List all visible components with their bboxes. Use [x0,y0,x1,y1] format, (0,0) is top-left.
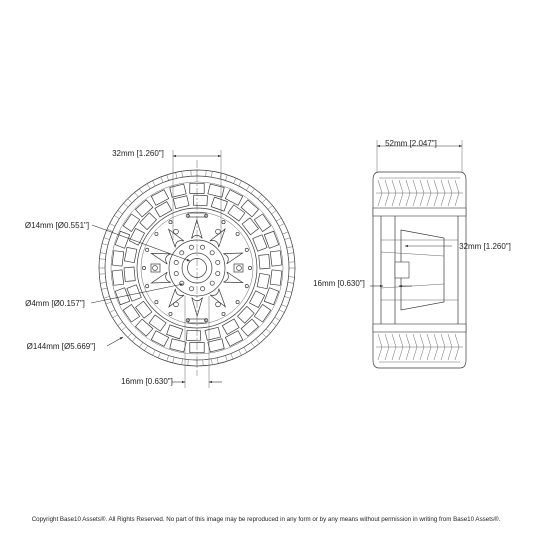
dim-label-side-offset: 16mm [0.630"] [313,279,365,288]
dim-bore [25,221,190,261]
rim-bolt [155,300,158,303]
hub-hole [174,260,178,264]
tread-pocket [241,319,258,336]
dim-label-holes: Ø4mm [Ø0.157"] [25,299,85,308]
hub-hole [201,287,205,291]
tread-pocket [167,325,183,339]
hub-hole [210,281,214,285]
hub-hole [200,245,204,249]
tread-pocket [149,315,166,331]
hub-hole [174,272,178,276]
copyright-notice: Copyright Base10 Assets®. All Rights Reserved. No part of this image may be reproduced in any form or by any means without permission in writing from Base10 Assets®. [31,516,501,523]
tread-pocket [242,218,258,235]
dim-label-outer-diameter: Ø144mm [Ø5.669"] [26,342,96,351]
tread-pocket [151,190,168,206]
tread-pocket [257,273,269,288]
tread-lug [197,170,206,176]
tread-pocket [270,251,282,267]
rim-bolt [222,221,225,224]
tread-pocket [112,270,124,286]
rim-hole [153,266,158,271]
tread-lug [289,268,295,277]
tread-lug [244,342,255,352]
tread-lug [275,310,285,321]
tread-lug [128,192,139,202]
rim-bolt [169,312,172,315]
front-view-wheel [25,149,295,388]
tread-lug [139,184,150,194]
hub-hole [216,260,220,264]
dim-outer-diameter [27,337,123,351]
tread-pocket [140,213,157,230]
tread-lug [262,199,272,210]
tread-pocket [193,195,207,206]
tread-pocket [170,339,186,352]
rim-bolt [248,266,251,269]
tread-lug [113,315,123,326]
tread-pocket [225,190,242,206]
tread-pocket [187,330,201,341]
rim-bolt [245,248,248,251]
tread-pocket [259,254,270,269]
tread-pocket [123,304,139,322]
tread-pocket [124,247,136,262]
tread-lug [106,302,115,313]
rim-hole [216,302,221,307]
tread-lug [279,224,288,235]
rim-bolt [169,221,172,224]
tread-lug [271,210,281,221]
tread-lug [99,259,105,268]
tread-pocket [270,270,282,286]
dim-holes [25,284,183,308]
dim-label-overall-width: 52mm [2.047"] [385,139,437,148]
rim-bolt [236,232,239,235]
hub-hole [210,251,214,255]
rim-bolt [222,312,225,315]
rim-bolt [236,300,239,303]
tread-pocket [264,288,279,305]
dim-label-hub-width: 32mm [1.260"] [112,149,164,158]
tread-pocket [151,331,168,347]
tread-pocket [208,339,224,352]
rim-spoke [223,253,242,264]
dim-label-bottom-width: 16mm [0.630"] [121,377,173,386]
side-tread-pattern [376,180,463,360]
tread-pocket [112,251,124,267]
rim-bolt [146,248,149,251]
dim-side-offset [313,279,412,288]
rim-spoke [151,253,170,264]
tread-pocket [238,306,255,323]
tread-lug [256,333,267,343]
tread-pocket [228,205,245,221]
tread-lug [225,175,235,184]
dim-side-overall-width [377,139,462,172]
tread-lug [121,327,131,338]
tread-pocket [208,184,224,197]
rim-hole [237,266,242,271]
tread-pocket [225,331,242,347]
tread-lug [281,296,290,306]
rim-hole [174,302,179,307]
hub-hole [189,287,193,291]
tread-pocket [124,267,135,282]
tread-pocket [135,200,152,217]
tread-pocket [254,214,270,232]
side-rim-profile [381,216,458,324]
dim-label-bore: Ø14mm [Ø0.551"] [24,221,90,230]
tread-lug [153,177,164,186]
tread-lug [239,181,250,191]
rim-bolt [245,285,248,288]
tread-pocket [173,196,189,209]
hub-hole [216,271,220,275]
tread-lug [231,350,242,359]
rim-hole [174,229,179,234]
rim-spoke [223,272,242,283]
hub-hole [189,245,193,249]
tread-pocket [136,301,152,318]
rim-bolt [146,285,149,288]
tread-lug [188,360,197,366]
tread-lug [144,346,155,356]
dim-label-side-hub-width: 32mm [1.260"] [459,242,511,251]
hub-hole [180,251,184,255]
side-view-wheel [313,139,511,368]
rim-bolt [155,232,158,235]
tread-pocket [115,231,130,248]
rim-hole [216,229,221,234]
rim-spoke [151,272,170,283]
tread-pocket [211,197,227,211]
tread-pocket [205,327,221,340]
rim-bolt [142,266,145,269]
tread-lug [158,352,168,361]
tread-lug [110,215,120,226]
side-tire-outline [373,172,466,368]
tread-pocket [170,184,186,197]
